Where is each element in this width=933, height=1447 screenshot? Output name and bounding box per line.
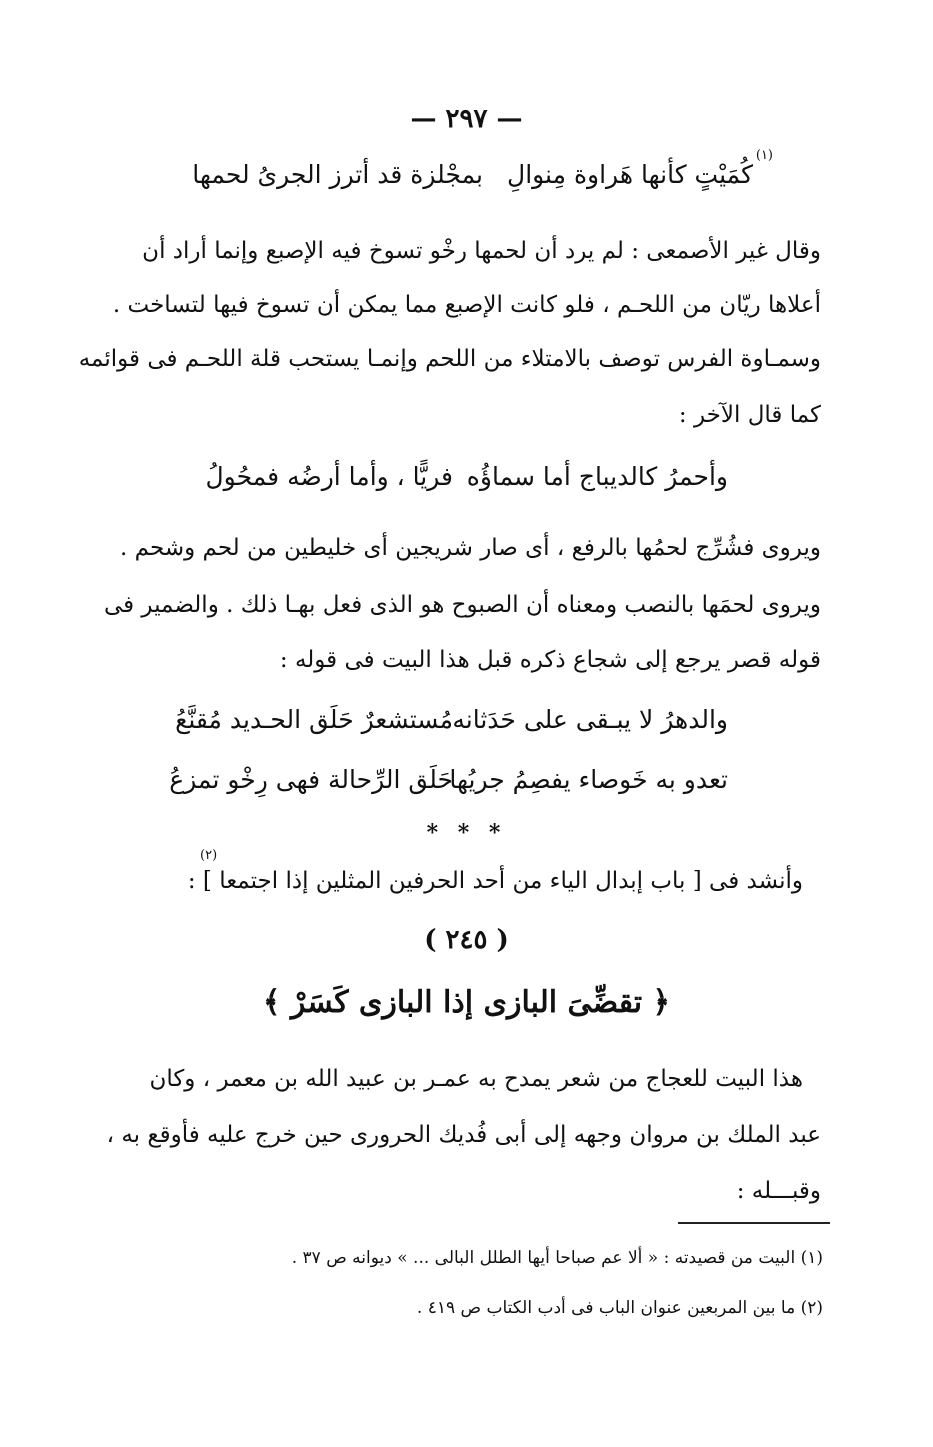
verse-hemistich-left: فريًّا ، وأما أرضُه فمحُولُ bbox=[205, 462, 453, 491]
verse-hemistich-right: كُمَيْتٍ كأنها هَراوة مِنوالِ bbox=[507, 160, 753, 189]
verse-hemistich-right: تعدو به خَوصاء يفصِمُ جريُها bbox=[449, 765, 728, 794]
paragraph-line: قوله قصر يرجع إلى شجاع ذكره قبل هذا البيت فى قوله : bbox=[279, 647, 821, 673]
paragraph-line: وقبـــله : bbox=[736, 1178, 821, 1204]
verse-line bbox=[0, 148, 933, 200]
entry-number: ( ٢٤٥ ) bbox=[424, 925, 509, 955]
paragraph-line: كما قال الآخر : bbox=[678, 402, 821, 428]
verse-hemistich-right: وأحمرُ كالديباج أما سماؤُه bbox=[466, 462, 728, 491]
paragraph-line: ويروى فشُرِّج لحمُها بالرفع ، أى صار شريجين أى خليطين من لحم وشحم . bbox=[120, 535, 821, 561]
paragraph-line: ويروى لحمَها بالنصب ومعناه أن الصبوح هو الذى فعل بهـا ذلك . والضمير فى bbox=[103, 592, 821, 618]
verse-hemistich-left: مُستشعرٌ حَلَق الحـديد مُقنَّعُ bbox=[175, 705, 453, 734]
verse-hemistich-left: حَلَق الرِّحالة فهى رِخْو تمزعُ bbox=[169, 765, 453, 794]
section-intro bbox=[188, 868, 803, 894]
paragraph-line: أعلاها ريّان من اللحـم ، فلو كانت الإصبع مما يمكن أن تسوخ فيها لتساخت . bbox=[112, 292, 821, 318]
section-separator: * * * bbox=[426, 820, 507, 846]
verse-hemistich-left: بمجْلزة قد أترز الجرىُ لحمها bbox=[192, 160, 483, 189]
verse-line bbox=[0, 462, 933, 502]
section-intro-text: وأنشد فى [ باب إبدال الياء من أحد الحرفين المثلين إذا اجتمعا ] : bbox=[187, 868, 803, 894]
footnote-marker: (١) bbox=[755, 148, 773, 163]
verse-line bbox=[0, 765, 933, 805]
paragraph-line: وسمـاوة الفرس توصف بالامتلاء من اللحم وإنمـا يستحب قلة اللحـم فى قوائمه bbox=[78, 346, 821, 372]
heading-verse: ﴿ تقضِّىَ البازى إذا البازى كَسَرْ ﴾ bbox=[262, 985, 671, 1020]
paragraph-line: هذا البيت للعجاج من شعر يمدح به عمـر بن عبيد الله بن معمر ، وكان bbox=[149, 1066, 803, 1092]
verse-line bbox=[0, 705, 933, 745]
page-number: — ٢٩٧ — bbox=[410, 104, 523, 134]
footnote-1: (١) البيت من قصيدته : « ألا عم صباحا أيها الطلل البالى ... » ديوانه ص ٣٧ . bbox=[291, 1248, 823, 1268]
footnote-2: (٢) ما بين المربعين عنوان الباب فى أدب الكتاب ص ٤١٩ . bbox=[416, 1298, 823, 1318]
paragraph-line: وقال غير الأصمعى : لم يرد أن لحمها رخْو تسوخ فيه الإصبع وإنما أراد أن bbox=[142, 238, 821, 264]
verse-hemistich-right: والدهرُ لا يبـقى على حَدَثانه bbox=[452, 705, 728, 734]
paragraph-line: عبد الملك بن مروان وجهه إلى أبى فُديك الحرورى حين خرج عليه فأوقع به ، bbox=[106, 1122, 821, 1148]
footnote-divider bbox=[678, 1222, 830, 1224]
footnote-marker: (٢) bbox=[200, 848, 218, 863]
